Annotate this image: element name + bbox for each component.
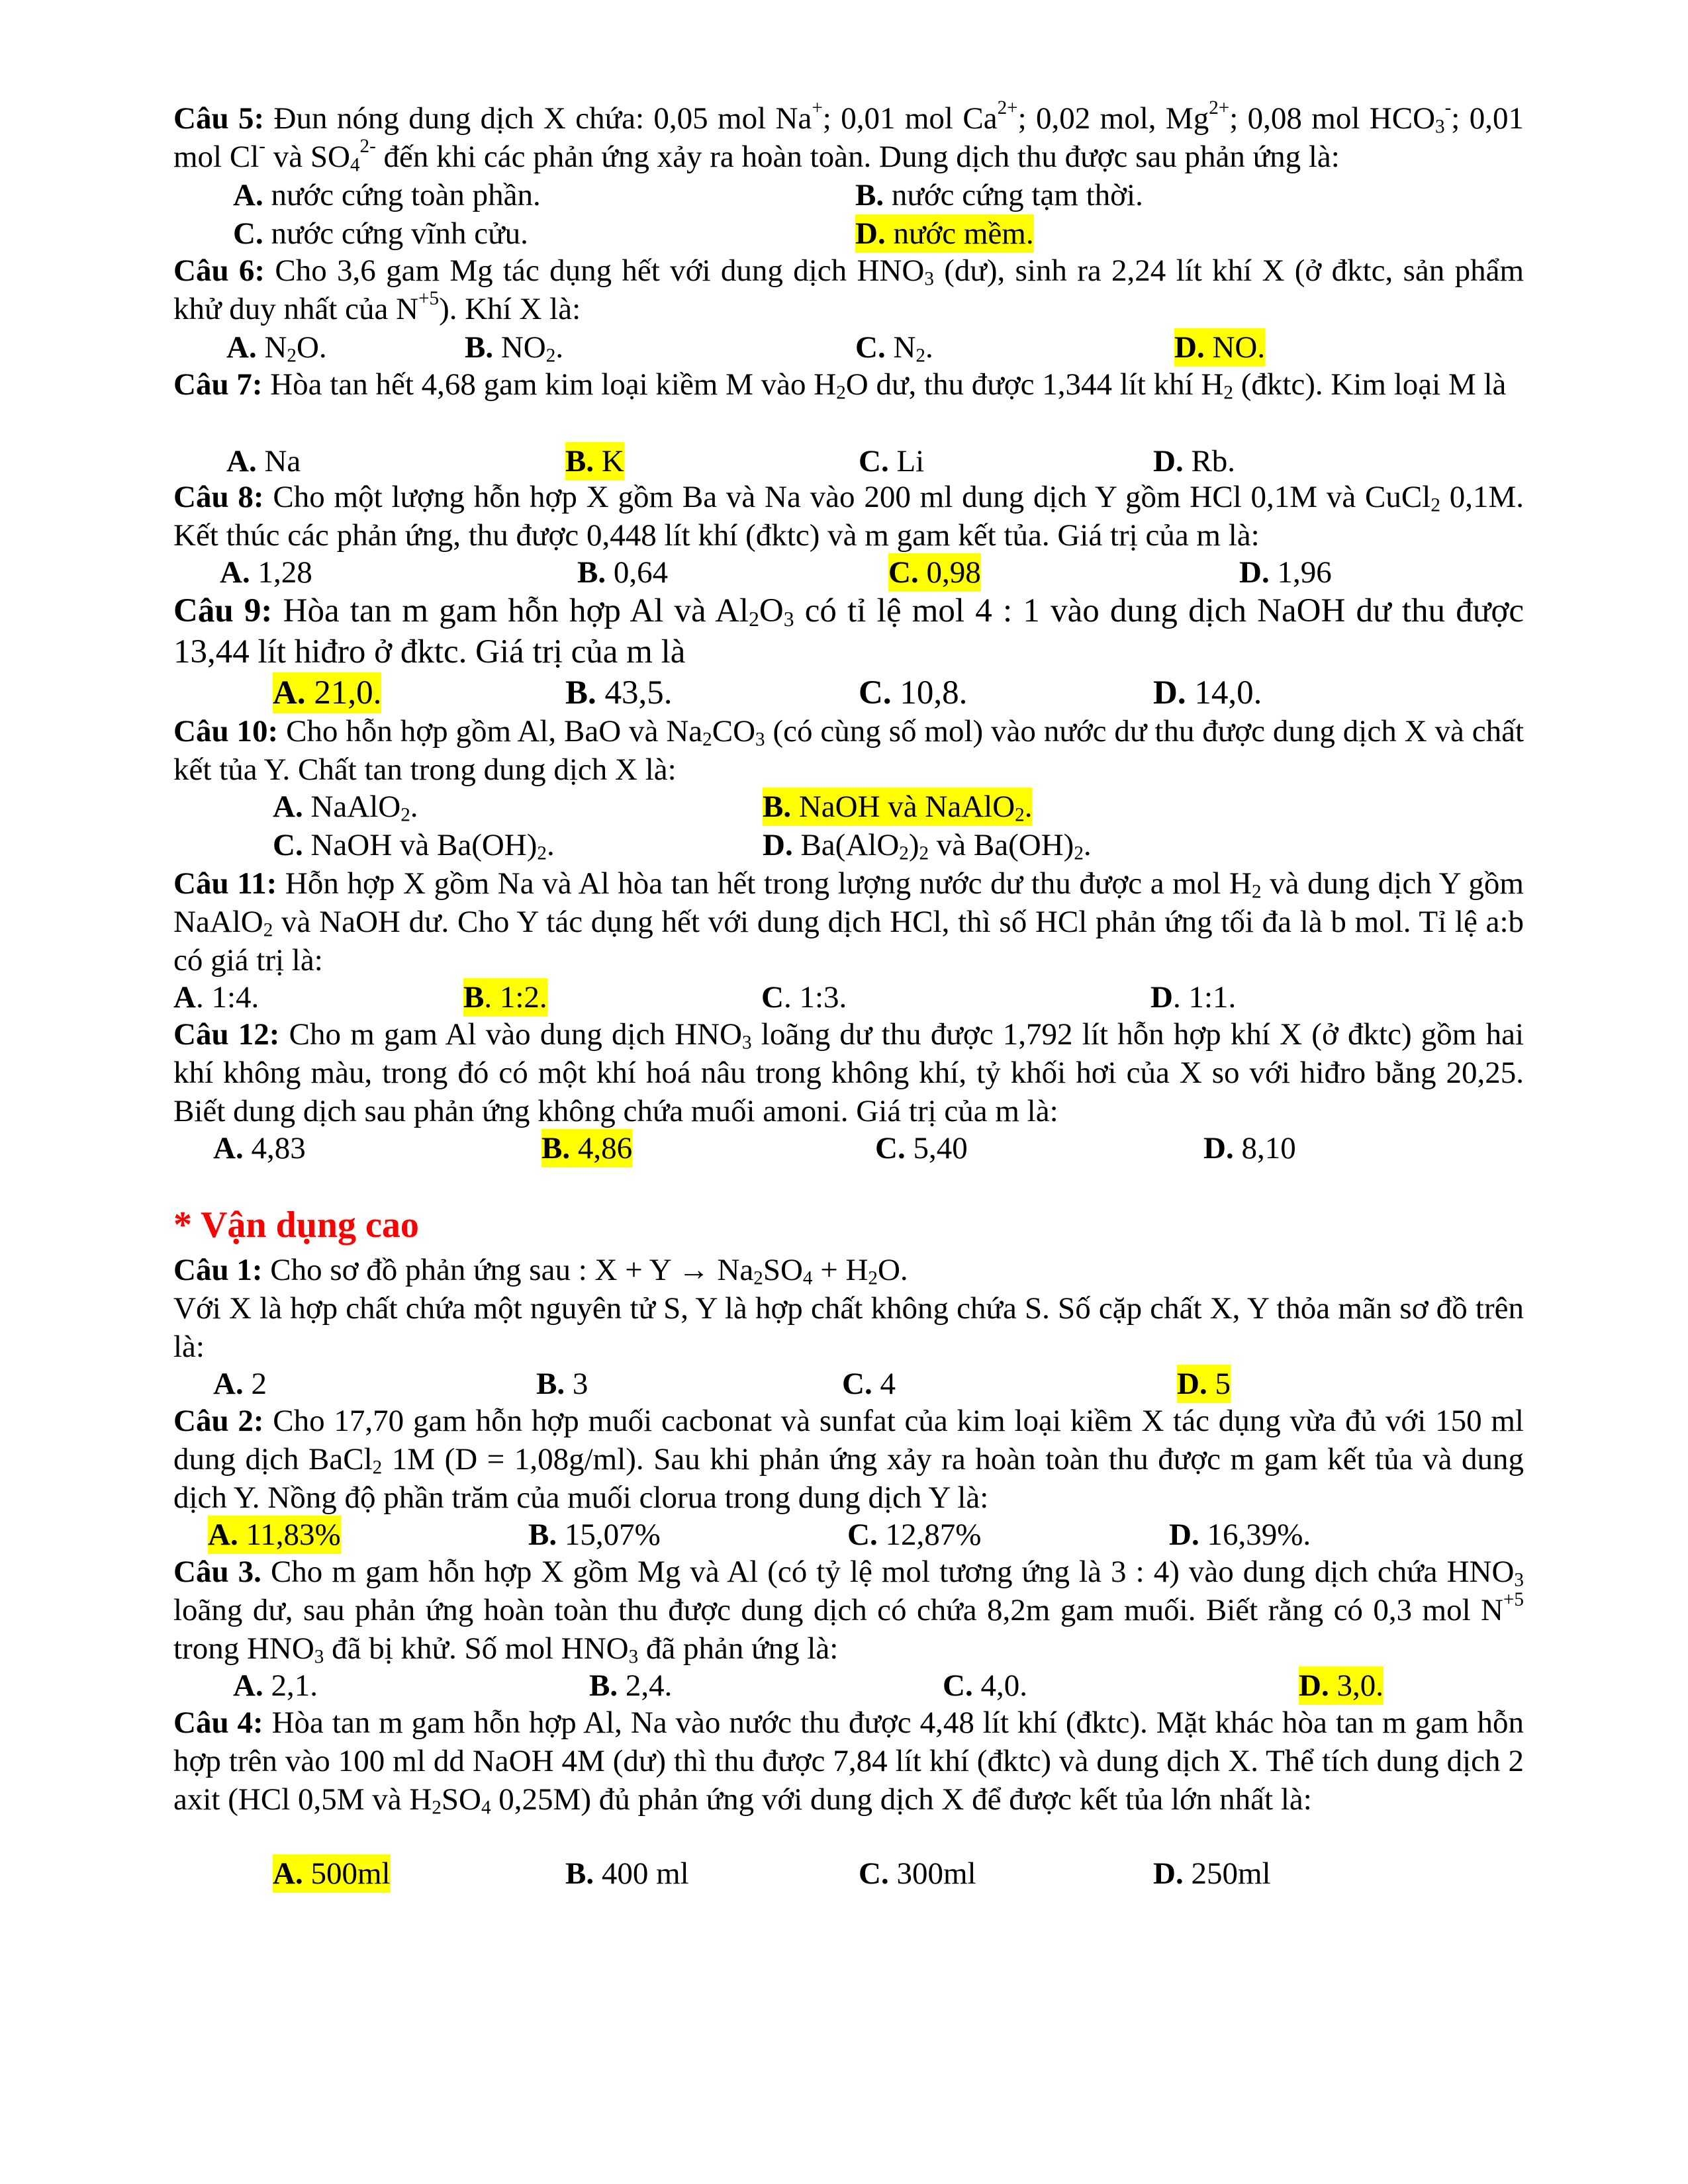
- option-text: 1,96: [1269, 555, 1332, 590]
- v1-sub: 4: [802, 1267, 813, 1289]
- option-a-correct: [208, 1516, 341, 1554]
- option-sub: 2: [545, 345, 556, 367]
- option-sub: 2: [1015, 804, 1025, 826]
- v1-sub: 2: [753, 1267, 763, 1289]
- option-label: C.: [233, 216, 263, 251]
- q5-sup: -: [1444, 97, 1452, 119]
- option-label: B.: [763, 790, 792, 824]
- v3-text: đã phản ứng là:: [638, 1631, 839, 1666]
- v3-text: Cho m gam hỗn hợp X gồm Mg và Al (có tỷ lệ mol tương ứng là 3 : 4) vào dung dịch chứa HNO: [261, 1555, 1515, 1589]
- option-text: 10,8.: [891, 674, 968, 711]
- option-label: B.: [565, 444, 594, 478]
- option-sub: 2: [537, 842, 547, 864]
- v3-sub: 3: [1514, 1569, 1524, 1591]
- option-text: NaAlO: [303, 790, 401, 824]
- option-text: 4,0.: [972, 1668, 1027, 1703]
- option-text: 2,1.: [263, 1668, 318, 1703]
- option-text: . 1:1.: [1172, 980, 1237, 1015]
- option-label: A.: [233, 1668, 263, 1703]
- q11-sub: 2: [1251, 881, 1262, 903]
- q6-sup: +5: [418, 288, 440, 310]
- question-2-label: Câu 2:: [173, 1404, 264, 1438]
- option-label: D: [1150, 980, 1173, 1015]
- question-5-options-row-2: [173, 214, 1524, 253]
- q5-text: ; 0,01 mol Ca: [822, 101, 998, 136]
- advanced-question-1-stem: [173, 1251, 1524, 1366]
- q8-text: Cho một lượng hỗn hợp X gồm Ba và Na vào 200 ml dung dịch Y gồm HCl 0,1M và CuCl: [263, 480, 1431, 514]
- advanced-question-4-stem: [173, 1704, 1524, 1819]
- option-label: A.: [220, 555, 250, 590]
- option-c: [859, 1854, 976, 1893]
- option-d-correct: [855, 214, 1034, 253]
- option-text: 5: [1207, 1367, 1231, 1401]
- question-9-stem: [173, 590, 1524, 672]
- option-b: [536, 1365, 588, 1403]
- option-label: D.: [763, 828, 793, 862]
- v3-text: trong HNO: [173, 1631, 314, 1666]
- option-sub: 2: [915, 345, 925, 367]
- option-label: C.: [855, 330, 886, 365]
- v4-sub: 4: [481, 1797, 491, 1819]
- advanced-question-3-options: [173, 1666, 1524, 1705]
- option-label: A.: [226, 444, 257, 478]
- option-d: [1239, 553, 1332, 592]
- option-d: [763, 826, 1092, 864]
- option-label: A: [173, 980, 196, 1015]
- q5-text: ; 0,08 mol HCO: [1229, 101, 1436, 136]
- question-7-label: Câu 7:: [173, 367, 263, 402]
- option-c: [855, 328, 933, 367]
- option-label: C.: [888, 555, 919, 590]
- option-text: .: [410, 790, 418, 824]
- option-text: 43,5.: [596, 674, 673, 711]
- question-6-stem: [173, 251, 1524, 328]
- v4-text: 0,25M) đủ phản ứng với dung dịch X để được kết tủa lớn nhất là:: [491, 1782, 1312, 1817]
- q10-text: CO: [712, 714, 756, 749]
- option-label: A.: [213, 1131, 244, 1165]
- option-label: B: [463, 980, 485, 1015]
- option-text: 16,39%.: [1199, 1518, 1311, 1552]
- question-7-options: [173, 442, 1524, 480]
- q9-text: Hòa tan m gam hỗn hợp Al và Al: [272, 592, 749, 629]
- option-label: D.: [1239, 555, 1270, 590]
- option-text: 4,83: [243, 1131, 306, 1165]
- q12-text: loãng dư thu được 1,792 lít hỗn hợp khí X (ở đktc) gồm hai khí không màu, trong đó có một khí hoá nâu trong không khí, tỷ khối hơi của X so với hiđro bằng 20,25. Biết dung dịch sau phản ứng không chứa muối amoni. Giá trị của m là:: [173, 1017, 1524, 1128]
- q7-sub: 2: [1223, 382, 1233, 404]
- q12-sub: 3: [742, 1032, 752, 1054]
- option-text: 3: [565, 1367, 588, 1401]
- v3-text: loãng dư, sau phản ứng hoàn toàn thu được dung dịch có chứa 8,2m gam muối. Biết rằng có 0,3 mol N: [173, 1593, 1503, 1627]
- option-label: D.: [1153, 674, 1186, 711]
- option-label: D.: [1153, 1856, 1184, 1891]
- question-9-options: [173, 672, 1524, 711]
- question-5-label: Câu 5:: [173, 101, 265, 136]
- option-text: 400 ml: [594, 1856, 689, 1891]
- option-a: [273, 788, 418, 826]
- q5-sub: 4: [350, 154, 360, 176]
- option-text: 21,0.: [305, 674, 382, 711]
- option-label: C.: [273, 828, 303, 862]
- option-d: [1169, 1516, 1311, 1554]
- option-text: 15,07%: [557, 1518, 661, 1552]
- option-d-correct: [1177, 1365, 1231, 1403]
- v1-text: Na: [709, 1253, 754, 1287]
- option-text: Ba(AlO: [792, 828, 900, 862]
- option-label: B.: [565, 1856, 594, 1891]
- option-text: K: [594, 444, 624, 478]
- option-d-correct: [1174, 328, 1265, 367]
- advanced-question-2-stem: [173, 1402, 1524, 1517]
- option-b: [465, 328, 563, 367]
- option-d-correct: [1299, 1666, 1383, 1705]
- option-c: [943, 1666, 1027, 1705]
- option-text: . 1:4.: [195, 980, 259, 1015]
- option-text: và Ba(OH): [929, 828, 1074, 862]
- option-sub: 2: [899, 842, 909, 864]
- v3-text: đã bị khử. Số mol HNO: [324, 1631, 629, 1666]
- option-label: A.: [273, 1856, 303, 1891]
- option-text: 500ml: [303, 1856, 391, 1891]
- question-10-label: Câu 10:: [173, 714, 279, 749]
- v3-sup: +5: [1503, 1589, 1524, 1611]
- q7-sub: 2: [836, 382, 846, 404]
- option-label: D.: [1153, 444, 1184, 478]
- q5-sup: +: [812, 97, 823, 119]
- v2-text: Cho 17,70 gam hỗn hợp muối cacbonat và sunfat của kim loại kiềm X tác dụng vừa đủ với 150 ml dung dịch BaCl: [173, 1404, 1524, 1477]
- q5-text: ; 0,02 mol, Mg: [1017, 101, 1209, 136]
- option-text: nước mềm.: [885, 216, 1034, 251]
- option-c: [847, 1516, 981, 1554]
- q10-text: Cho hỗn hợp gồm Al, BaO và Na: [278, 714, 703, 749]
- option-label: B.: [855, 178, 884, 212]
- q11-sub: 2: [263, 919, 273, 941]
- option-label: C.: [943, 1668, 973, 1703]
- option-a: [173, 978, 259, 1017]
- q7-text: O dư, thu được 1,344 lít khí H: [845, 367, 1224, 402]
- question-12-label: Câu 12:: [173, 1017, 280, 1052]
- option-label: D.: [855, 216, 886, 251]
- option-b: [528, 1516, 661, 1554]
- option-text: 14,0.: [1186, 674, 1262, 711]
- section-title: * Vận dụng cao: [173, 1205, 419, 1246]
- option-label: D.: [1174, 330, 1205, 365]
- question-10-stem: [173, 712, 1524, 789]
- option-text: 2,4.: [618, 1668, 673, 1703]
- option-b: [577, 553, 668, 592]
- option-label: D.: [1169, 1518, 1199, 1552]
- v3-sub: 3: [314, 1646, 324, 1668]
- option-c: [273, 826, 555, 864]
- option-text: 250ml: [1183, 1856, 1271, 1891]
- option-b-correct: [463, 978, 547, 1017]
- option-text: Li: [888, 444, 925, 478]
- option-text: O.: [296, 330, 327, 365]
- q9-sub: 3: [783, 607, 794, 631]
- q9-text: có tỉ lệ mol 4 : 1 vào dung dịch NaOH dư thu được 13,44 lít hiđro ở đktc. Giá trị của m là: [173, 592, 1524, 670]
- question-7-stem: [173, 365, 1524, 404]
- q7-text: Hòa tan hết 4,68 gam kim loại kiềm M vào H: [262, 367, 837, 402]
- option-text: 5,40: [905, 1131, 968, 1165]
- option-sub: 2: [919, 842, 929, 864]
- v1-text: Cho sơ đồ phản ứng sau : X + Y: [262, 1253, 679, 1287]
- option-text: .: [925, 330, 933, 365]
- option-text: NaOH và NaAlO: [791, 790, 1015, 824]
- option-label: C.: [875, 1131, 906, 1165]
- option-text: N: [256, 330, 287, 365]
- option-text: 0,98: [918, 555, 981, 590]
- q10-text: (có cùng số mol) vào nước dư thu được dung dịch X và chất kết tủa Y. Chất tan trong dung dịch X là:: [173, 714, 1524, 787]
- option-text: 300ml: [888, 1856, 976, 1891]
- option-label: B.: [528, 1518, 557, 1552]
- question-12-stem: [173, 1015, 1524, 1130]
- option-a: [213, 1365, 267, 1403]
- option-label: B.: [589, 1668, 618, 1703]
- q10-sub: 3: [755, 729, 765, 751]
- option-text: .: [1024, 790, 1033, 824]
- v1-text: + H: [812, 1253, 868, 1287]
- option-text: NaOH và Ba(OH): [303, 828, 538, 862]
- v3-sub: 3: [628, 1646, 639, 1668]
- question-9-label: Câu 9:: [173, 592, 273, 629]
- option-text: nước cứng toàn phần.: [263, 178, 541, 212]
- question-11-label: Câu 11:: [173, 866, 277, 901]
- v1-text: Với X là hợp chất chứa một nguyên tử S, Y là hợp chất không chứa S. Số cặp chất X, Y thỏa mãn sơ đồ trên là:: [173, 1291, 1524, 1364]
- option-a: [233, 176, 541, 214]
- option-c: [859, 442, 924, 480]
- option-text: 3,0.: [1329, 1668, 1383, 1703]
- option-c: [233, 214, 528, 253]
- question-5-options-row-1: [173, 176, 1524, 214]
- option-b: [589, 1666, 672, 1705]
- q12-text: Cho m gam Al vào dung dịch HNO: [279, 1017, 742, 1052]
- option-b: [565, 672, 673, 713]
- q6-text: ). Khí X là:: [439, 292, 581, 326]
- option-b-correct: [565, 442, 624, 480]
- q5-sub: 3: [1435, 116, 1445, 138]
- option-text: 8,10: [1233, 1131, 1296, 1165]
- q5-text: đến khi các phản ứng xảy ra hoàn toàn. Dung dịch thu được sau phản ứng là:: [375, 140, 1340, 174]
- v2-text: 1M (D = 1,08g/ml). Sau khi phản ứng xảy ra hoàn toàn thu được m gam kết tủa và dung dịch Y. Nồng độ phần trăm của muối clorua trong dung dịch Y là:: [173, 1442, 1524, 1515]
- option-d: [1203, 1129, 1296, 1167]
- v1-sub: 2: [868, 1267, 878, 1289]
- option-label: A.: [213, 1367, 244, 1401]
- question-12-options: [173, 1129, 1524, 1167]
- question-5-stem: [173, 99, 1524, 176]
- option-label: D.: [1299, 1668, 1329, 1703]
- option-sub: 2: [1074, 842, 1084, 864]
- question-6-options: [173, 328, 1524, 367]
- option-text: 4: [872, 1367, 896, 1401]
- question-10-options-row-2: [173, 826, 1524, 864]
- q8-sub: 2: [1430, 494, 1440, 516]
- question-8-label: Câu 8:: [173, 480, 264, 514]
- question-11-options: [173, 978, 1524, 1017]
- v4-sub: 2: [432, 1797, 442, 1819]
- option-text: .: [1083, 828, 1092, 862]
- q6-sub: 3: [924, 268, 934, 290]
- q5-text: ;: [1451, 101, 1460, 136]
- question-3-label: Câu 3.: [173, 1555, 261, 1589]
- option-label: B.: [577, 555, 606, 590]
- option-label: A.: [208, 1518, 238, 1552]
- q5-text: 0,01 mol Cl: [173, 101, 1524, 174]
- q11-text: và NaOH dư. Cho Y tác dụng hết với dung dịch HCl, thì số HCl phản ứng tối đa là b mol. Tỉ lệ a:b có giá trị là:: [173, 905, 1524, 978]
- q9-text: O: [759, 592, 784, 629]
- question-6-label: Câu 6:: [173, 253, 265, 288]
- option-text: N: [885, 330, 916, 365]
- option-label: C.: [847, 1518, 878, 1552]
- question-1-label: Câu 1:: [173, 1253, 263, 1287]
- option-text: .: [546, 828, 555, 862]
- question-8-stem: [173, 478, 1524, 555]
- option-label: B.: [541, 1131, 571, 1165]
- option-text: 4,86: [570, 1131, 633, 1165]
- option-d: [1150, 978, 1236, 1017]
- option-text: 12,87%: [877, 1518, 982, 1552]
- option-b-correct: [763, 788, 1032, 826]
- v4-text: Hòa tan m gam hỗn hợp Al, Na vào nước thu được 4,48 lít khí (đktc). Mặt khác hòa tan m gam hỗn hợp trên vào 100 ml dd NaOH 4M (dư) thì thu được 7,84 lít khí (đktc) và dung dịch X. Thể tích dung dịch 2 axit (HCl 0,5M và H: [173, 1706, 1524, 1817]
- advanced-question-4-options: [173, 1854, 1524, 1893]
- option-label: C.: [859, 1856, 889, 1891]
- q6-text: (dư), sinh ra 2,24 lít khí X (ở đktc, sản phẩm khử duy nhất của N: [173, 253, 1524, 326]
- option-d: [1153, 1854, 1271, 1893]
- q11-text: và dung dịch Y gồm NaAlO: [173, 866, 1524, 939]
- option-text: 0,64: [606, 555, 669, 590]
- option-d: [1153, 672, 1262, 713]
- option-label: D.: [1203, 1131, 1234, 1165]
- option-label: A.: [226, 330, 257, 365]
- v2-sub: 2: [372, 1457, 383, 1479]
- q5-text: Đun nóng dung dịch X chứa: 0,05 mol Na: [264, 101, 812, 136]
- q7-text: (đktc). Kim loại M là: [1233, 367, 1507, 402]
- option-a: [220, 553, 312, 592]
- advanced-question-3-stem: [173, 1553, 1524, 1668]
- question-11-stem: [173, 864, 1524, 979]
- option-a: [226, 328, 327, 367]
- v1-text: SO: [763, 1253, 803, 1287]
- option-text: nước cứng vĩnh cửu.: [263, 216, 528, 251]
- option-a-correct: [273, 672, 381, 713]
- option-text: NO: [493, 330, 546, 365]
- option-label: A.: [233, 178, 263, 212]
- option-label: D.: [1177, 1367, 1207, 1401]
- v4-text: SO: [441, 1782, 481, 1817]
- q9-sub: 2: [749, 607, 759, 631]
- q8-text: 0,1M. Kết thúc các phản ứng, thu được 0,448 lít khí (đktc) và m gam kết tủa. Giá trị của m là:: [173, 480, 1524, 553]
- q10-sub: 2: [702, 729, 712, 751]
- option-c: [875, 1129, 968, 1167]
- option-label: C.: [842, 1367, 872, 1401]
- option-label: C.: [859, 674, 892, 711]
- question-10-options-row-1: [173, 788, 1524, 826]
- option-b-correct: [541, 1129, 632, 1167]
- q11-text: Hỗn hợp X gồm Na và Al hòa tan hết trong lượng nước dư thu được a mol H: [277, 866, 1252, 901]
- option-text: nước cứng tạm thời.: [884, 178, 1143, 212]
- option-text: 2: [243, 1367, 267, 1401]
- option-text: . 1:2.: [484, 980, 547, 1015]
- option-label: B.: [536, 1367, 565, 1401]
- option-text: Na: [256, 444, 301, 478]
- option-b: [565, 1854, 689, 1893]
- option-label: A.: [273, 790, 303, 824]
- option-b: [855, 176, 1143, 214]
- q5-text: và SO: [265, 140, 350, 174]
- arrow-right-icon: →: [678, 1253, 710, 1287]
- q5-sup: 2+: [997, 97, 1018, 119]
- option-sub: 2: [287, 345, 297, 367]
- option-a: [233, 1666, 318, 1705]
- option-a-correct: [273, 1854, 391, 1893]
- option-a: [213, 1129, 306, 1167]
- advanced-question-2-options: [173, 1516, 1524, 1554]
- option-label: B.: [565, 674, 596, 711]
- advanced-question-1-options: [173, 1365, 1524, 1403]
- option-d: [1153, 442, 1235, 480]
- q5-sup: 2+: [1209, 97, 1230, 119]
- option-label: C: [761, 980, 784, 1015]
- option-text: NO.: [1204, 330, 1266, 365]
- q5-sup: 2-: [359, 136, 376, 158]
- option-a: [226, 442, 301, 480]
- question-4-label: Câu 4:: [173, 1706, 263, 1740]
- option-text: 1,28: [250, 555, 312, 590]
- q6-text: Cho 3,6 gam Mg tác dụng hết với dung dịch HNO: [265, 253, 925, 288]
- option-text: ): [908, 828, 919, 862]
- option-text: . 1:3.: [783, 980, 847, 1015]
- option-c-correct: [888, 553, 981, 592]
- option-sub: 2: [400, 804, 410, 826]
- option-c: [859, 672, 967, 713]
- option-text: 11,83%: [238, 1518, 341, 1552]
- question-8-options: [173, 553, 1524, 592]
- option-label: A.: [273, 674, 306, 711]
- option-text: .: [555, 330, 564, 365]
- option-c: [842, 1365, 896, 1403]
- option-label: B.: [465, 330, 494, 365]
- option-text: Rb.: [1183, 444, 1236, 478]
- v1-text: O.: [877, 1253, 908, 1287]
- q5-sup: -: [259, 136, 265, 158]
- option-c: [761, 978, 847, 1017]
- option-label: C.: [859, 444, 889, 478]
